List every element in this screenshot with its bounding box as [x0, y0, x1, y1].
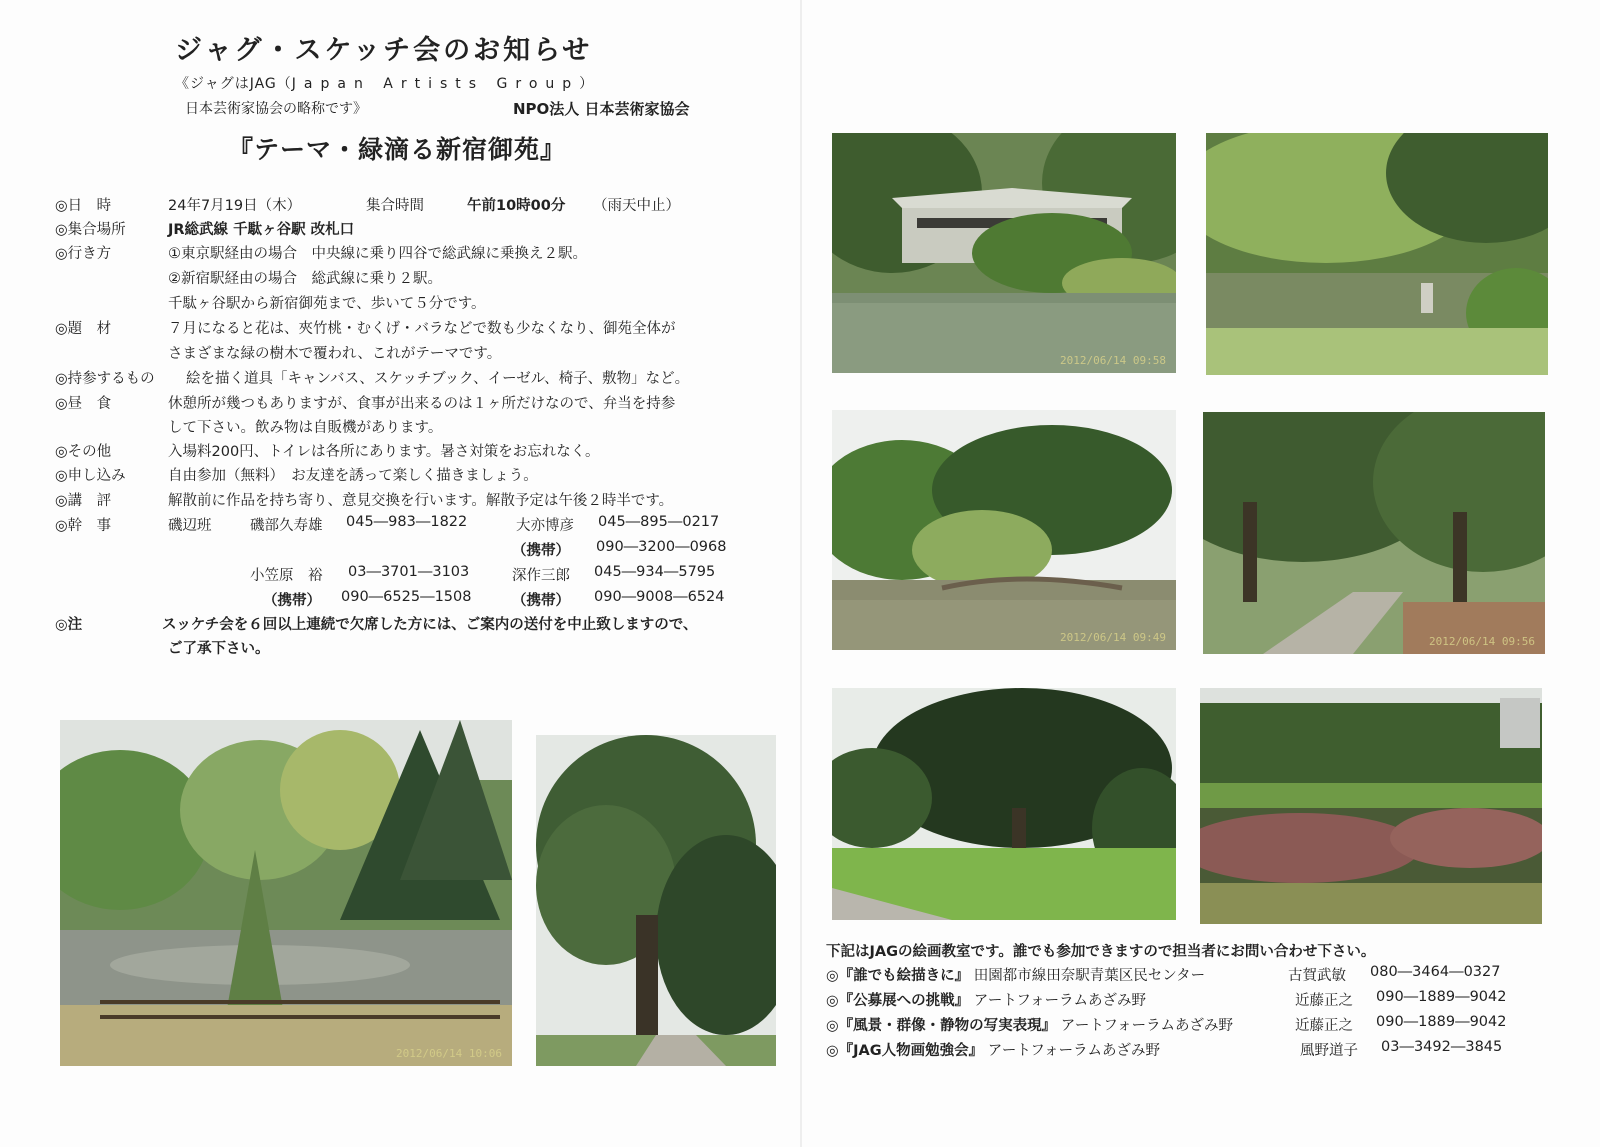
- mobile-label: （携帯）: [512, 593, 570, 609]
- class-person: 近藤正之: [1295, 993, 1353, 1009]
- date-label: ◎日 時: [55, 198, 112, 214]
- class-place: アートフォーラムあざみ野: [1060, 1018, 1234, 1034]
- note-line: スッケチ会を６回以上連続で欠席した方には、ご案内の送付を中止致しますので、: [162, 617, 698, 633]
- class-tel: 090―1889―9042: [1376, 989, 1507, 1005]
- meet-time-note: （雨天中止）: [593, 198, 680, 214]
- class-tel: 03―3492―3845: [1381, 1039, 1503, 1055]
- class-tel: 080―3464―0327: [1370, 964, 1501, 980]
- organizer-name: 磯部久寿雄: [250, 518, 323, 534]
- class-person: 近藤正之: [1295, 1018, 1353, 1034]
- organization-name: NPO法人 日本芸術家協会: [513, 100, 690, 118]
- access-line: ②新宿駅経由の場合 総武線に乗り２駅。: [168, 271, 442, 287]
- theme-heading: 『テーマ・緑滴る新宿御苑』: [228, 135, 567, 164]
- photo-path-trees: [1203, 412, 1545, 654]
- subject-line: さまざまな緑の樹木で覆われ、これがテーマです。: [168, 346, 502, 362]
- bring-value: 絵を描く道具「キャンバス、スケッチブック、イーゼル、椅子、敷物」など。: [186, 371, 690, 387]
- photo-timestamp: 2012/06/14 09:49: [1060, 631, 1166, 644]
- class-tel: 090―1889―9042: [1376, 1014, 1507, 1030]
- class-item: [826, 989, 1146, 1010]
- organizer-mobile: 090―3200―0968: [596, 539, 727, 555]
- organizer-mobile: 090―9008―6524: [594, 589, 725, 605]
- organizer-tel: 045―895―0217: [598, 514, 720, 530]
- lunch-line: 休憩所が幾つもありますが、食事が出来るのは１ヶ所だけなので、弁当を持参: [168, 396, 676, 412]
- other-label: ◎その他: [55, 444, 112, 460]
- photo-bridge: [832, 410, 1176, 650]
- class-person: 風野道子: [1300, 1043, 1358, 1059]
- access-line: 千駄ヶ谷駅から新宿御苑まで、歩いて５分です。: [168, 296, 486, 312]
- class-name: ◎『公募展への挑戦』: [826, 993, 970, 1009]
- meet-time-value: 午前10時00分: [467, 198, 566, 214]
- class-item: [826, 1039, 1160, 1060]
- subtitle-line1: 《ジャグはJAG（Japan Artists Group）: [175, 76, 595, 92]
- class-item: [826, 1014, 1233, 1035]
- classes-heading: 下記はJAGの絵画教室です。誰でも参加できますので担当者にお問い合わせ下さい。: [826, 944, 1376, 960]
- organizer-tel: 045―934―5795: [594, 564, 716, 580]
- organizer-name: 大亦博彦: [516, 518, 574, 534]
- mobile-label: （携帯）: [263, 593, 321, 609]
- date-value: 24年7月19日（木）: [168, 198, 302, 214]
- bring-label: ◎持参するもの: [55, 371, 155, 387]
- class-place: アートフォーラムあざみ野: [987, 1043, 1161, 1059]
- class-place: 田園都市線田奈駅青葉区民センター: [973, 968, 1206, 984]
- organizer-group: 磯辺班: [168, 518, 212, 534]
- photo-timestamp: 2012/06/14 10:06: [396, 1047, 502, 1060]
- photo-lawn-cedar: [832, 688, 1176, 920]
- organizer-mobile: 090―6525―1508: [341, 589, 472, 605]
- class-place: アートフォーラムあざみ野: [973, 993, 1147, 1009]
- photo-timestamp: 2012/06/14 09:56: [1429, 635, 1535, 648]
- organizer-tel: 03―3701―3103: [348, 564, 470, 580]
- access-line: ①東京駅経由の場合 中央線に乗り四谷で総武線に乗換え２駅。: [168, 246, 587, 262]
- organizer-name: 小笠原 裕: [250, 568, 323, 584]
- class-name: ◎『JAG人物画勉強会』: [826, 1043, 984, 1059]
- class-person: 古賀武敏: [1288, 968, 1346, 984]
- meet-time-label: 集合時間: [366, 198, 424, 214]
- lunch-line: して下さい。飲み物は自販機があります。: [168, 420, 443, 436]
- photo-pond-pine: [1206, 133, 1548, 375]
- organizer-label: ◎幹 事: [55, 518, 112, 534]
- subject-label: ◎題 材: [55, 321, 112, 337]
- place-value: JR総武線 千駄ヶ谷駅 改札口: [168, 222, 355, 238]
- class-name: ◎『誰でも絵描きに』: [826, 968, 970, 984]
- note-label: ◎注: [55, 617, 83, 633]
- subtitle-line2: 日本芸術家協会の略称です》: [185, 101, 367, 117]
- page-fold: [800, 0, 802, 1147]
- other-value: 入場料200円、トイレは各所にあります。暑さ対策をお忘れなく。: [168, 444, 600, 460]
- organizer-name: 深作三郎: [512, 568, 570, 584]
- photo-pond-cedar: [60, 720, 512, 1066]
- flyer-title: ジャグ・スケッチ会のお知らせ: [175, 35, 593, 66]
- photo-rose-garden: [1200, 688, 1542, 924]
- organizer-tel: 045―983―1822: [346, 514, 468, 530]
- place-label: ◎集合場所: [55, 222, 126, 238]
- photo-large-tree: [536, 735, 776, 1066]
- class-item: [826, 964, 1205, 985]
- mobile-label: （携帯）: [512, 543, 570, 559]
- access-label: ◎行き方: [55, 246, 112, 262]
- apply-value: 自由参加（無料） お友達を誘って楽しく描きましょう。: [168, 468, 538, 484]
- class-name: ◎『風景・群像・静物の写実表現』: [826, 1018, 1057, 1034]
- subject-line: ７月になると花は、夾竹桃・むくげ・バラなどで数も少なくなり、御苑全体が: [168, 321, 676, 337]
- photo-pavilion: [832, 133, 1176, 373]
- apply-label: ◎申し込み: [55, 468, 126, 484]
- review-value: 解散前に作品を持ち寄り、意見交換を行います。解散予定は午後２時半です。: [168, 493, 674, 509]
- review-label: ◎講 評: [55, 493, 112, 509]
- note-line: ご了承下さい。: [168, 641, 270, 657]
- lunch-label: ◎昼 食: [55, 396, 112, 412]
- photo-timestamp: 2012/06/14 09:58: [1060, 354, 1166, 367]
